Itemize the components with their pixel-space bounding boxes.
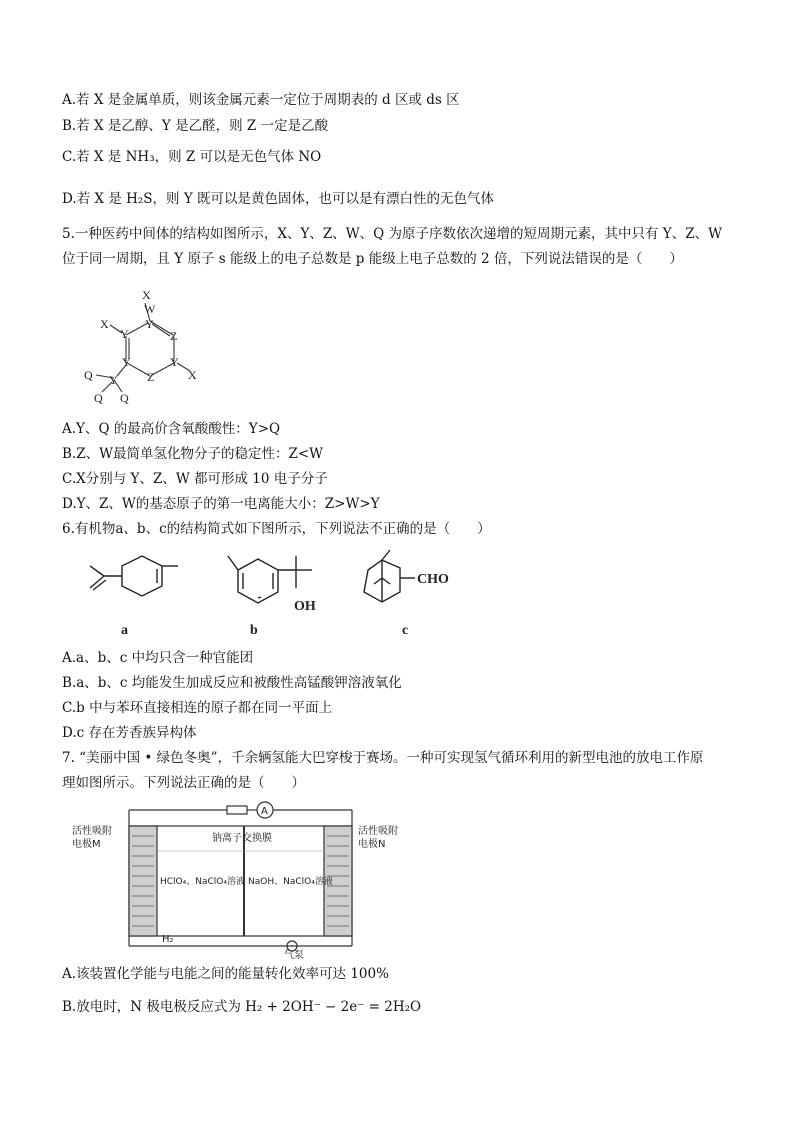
atom-y-right: Y	[170, 355, 179, 369]
ammeter-label: A	[261, 806, 268, 817]
atom-q-3: Q	[94, 391, 103, 405]
q5-stem-line2: 位于同一周期，且 Y 原子 s 能级上的电子总数是 p 能级上电子总数的 2 倍，下列说法错误的是（ ）	[62, 251, 683, 267]
atom-z-2: Z	[147, 370, 155, 384]
atom-q-1: Q	[84, 368, 93, 382]
q6-option-c: C.b 中与苯环直接相连的原子都在同一平面上	[62, 700, 333, 716]
q6-structures-figure	[60, 548, 480, 643]
q4-option-a: A.若 X 是金属单质，则该金属元素一定位于周期表的 d 区或 ds 区	[62, 92, 460, 108]
q6-label-a: a	[121, 623, 128, 638]
h2-label: H₂	[162, 934, 174, 945]
q7-option-a: A.该装置化学能与电能之间的能量转化效率可达 100%	[62, 966, 389, 982]
q5-stem-line1: 5.一种医药中间体的结构如图所示，X、Y、Z、W、Q 为原子序数依次递增的短周期元素，其中只有 Y、Z、W	[62, 226, 722, 242]
atom-w: W	[144, 302, 156, 316]
q6-c-cho-group: CHO	[417, 572, 449, 587]
atom-q-2: Q	[120, 391, 129, 405]
left-solution-label: HClO₄、NaClO₄溶液	[160, 877, 245, 887]
q6-option-b: B.a、b、c 均能发生加成反应和被酸性高锰酸钾溶液氧化	[62, 675, 402, 691]
q6-b-oh-group: OH	[294, 599, 316, 614]
q6-stem: 6.有机物a、b、c的结构简式如下图所示，下列说法不正确的是（ ）	[62, 521, 491, 537]
q5-structure-figure	[70, 283, 210, 413]
atom-z-1: Z	[170, 329, 178, 343]
q5-option-c: C.X分别与 Y、Z、W 都可形成 10 电子分子	[62, 471, 328, 487]
q4-option-c: C.若 X 是 NH₃，则 Z 可以是无色气体 NO	[62, 149, 322, 165]
pump-label: 气泵	[284, 950, 304, 961]
q7-stem-line1: 7. “美丽中国 • 绿色冬奥”，千余辆氢能大巴穿梭于赛场。一种可实现氢气循环利用的新型电池的放电工作原	[62, 750, 704, 766]
q7-battery-diagram	[62, 796, 422, 961]
electrode-n-label-1: 活性吸附	[358, 826, 398, 837]
membrane-label: 钠离子交换膜	[212, 833, 272, 844]
atom-x-top: X	[142, 288, 151, 302]
q4-option-b: B.若 X 是乙醇、Y 是乙醛，则 Z 一定是乙酸	[62, 118, 329, 134]
q4-option-d: D.若 X 是 H₂S，则 Y 既可以是黄色固体，也可以是有漂白性的无色气体	[62, 191, 495, 207]
q5-option-a: A.Y、Q 的最高价含氧酸酸性：Y>Q	[62, 421, 281, 437]
q6-option-a: A.a、b、c 中均只含一种官能团	[62, 650, 254, 666]
q6-label-b: b	[250, 623, 258, 638]
atom-y-left-lower: Y	[122, 355, 131, 369]
atom-x-left: X	[100, 317, 109, 331]
q5-option-b: B.Z、W最简单氢化物分子的稳定性：Z<W	[62, 446, 324, 462]
electrode-m-label-2: 电极M	[72, 839, 101, 850]
atom-y-top: Y	[145, 317, 154, 331]
atom-x-right: X	[188, 368, 197, 382]
electrode-n-label-2: 电极N	[358, 839, 386, 850]
q6-label-c: c	[402, 623, 409, 638]
atom-y-left-upper: Y	[120, 327, 129, 341]
right-solution-label: NaOH、NaClO₄溶液	[248, 877, 333, 887]
electrode-m-label-1: 活性吸附	[72, 826, 112, 837]
q7-option-b: B.放电时，N 极电极反应式为 H₂ + 2OH⁻ − 2e⁻ = 2H₂O	[62, 999, 422, 1015]
q5-option-d: D.Y、Z、W的基态原子的第一电离能大小：Z>W>Y	[62, 496, 380, 512]
atom-y-bottom: Y	[109, 373, 118, 387]
q7-stem-line2: 理如图所示。下列说法正确的是（ ）	[62, 775, 305, 791]
q6-option-d: D.c 存在芳香族异构体	[62, 725, 197, 741]
